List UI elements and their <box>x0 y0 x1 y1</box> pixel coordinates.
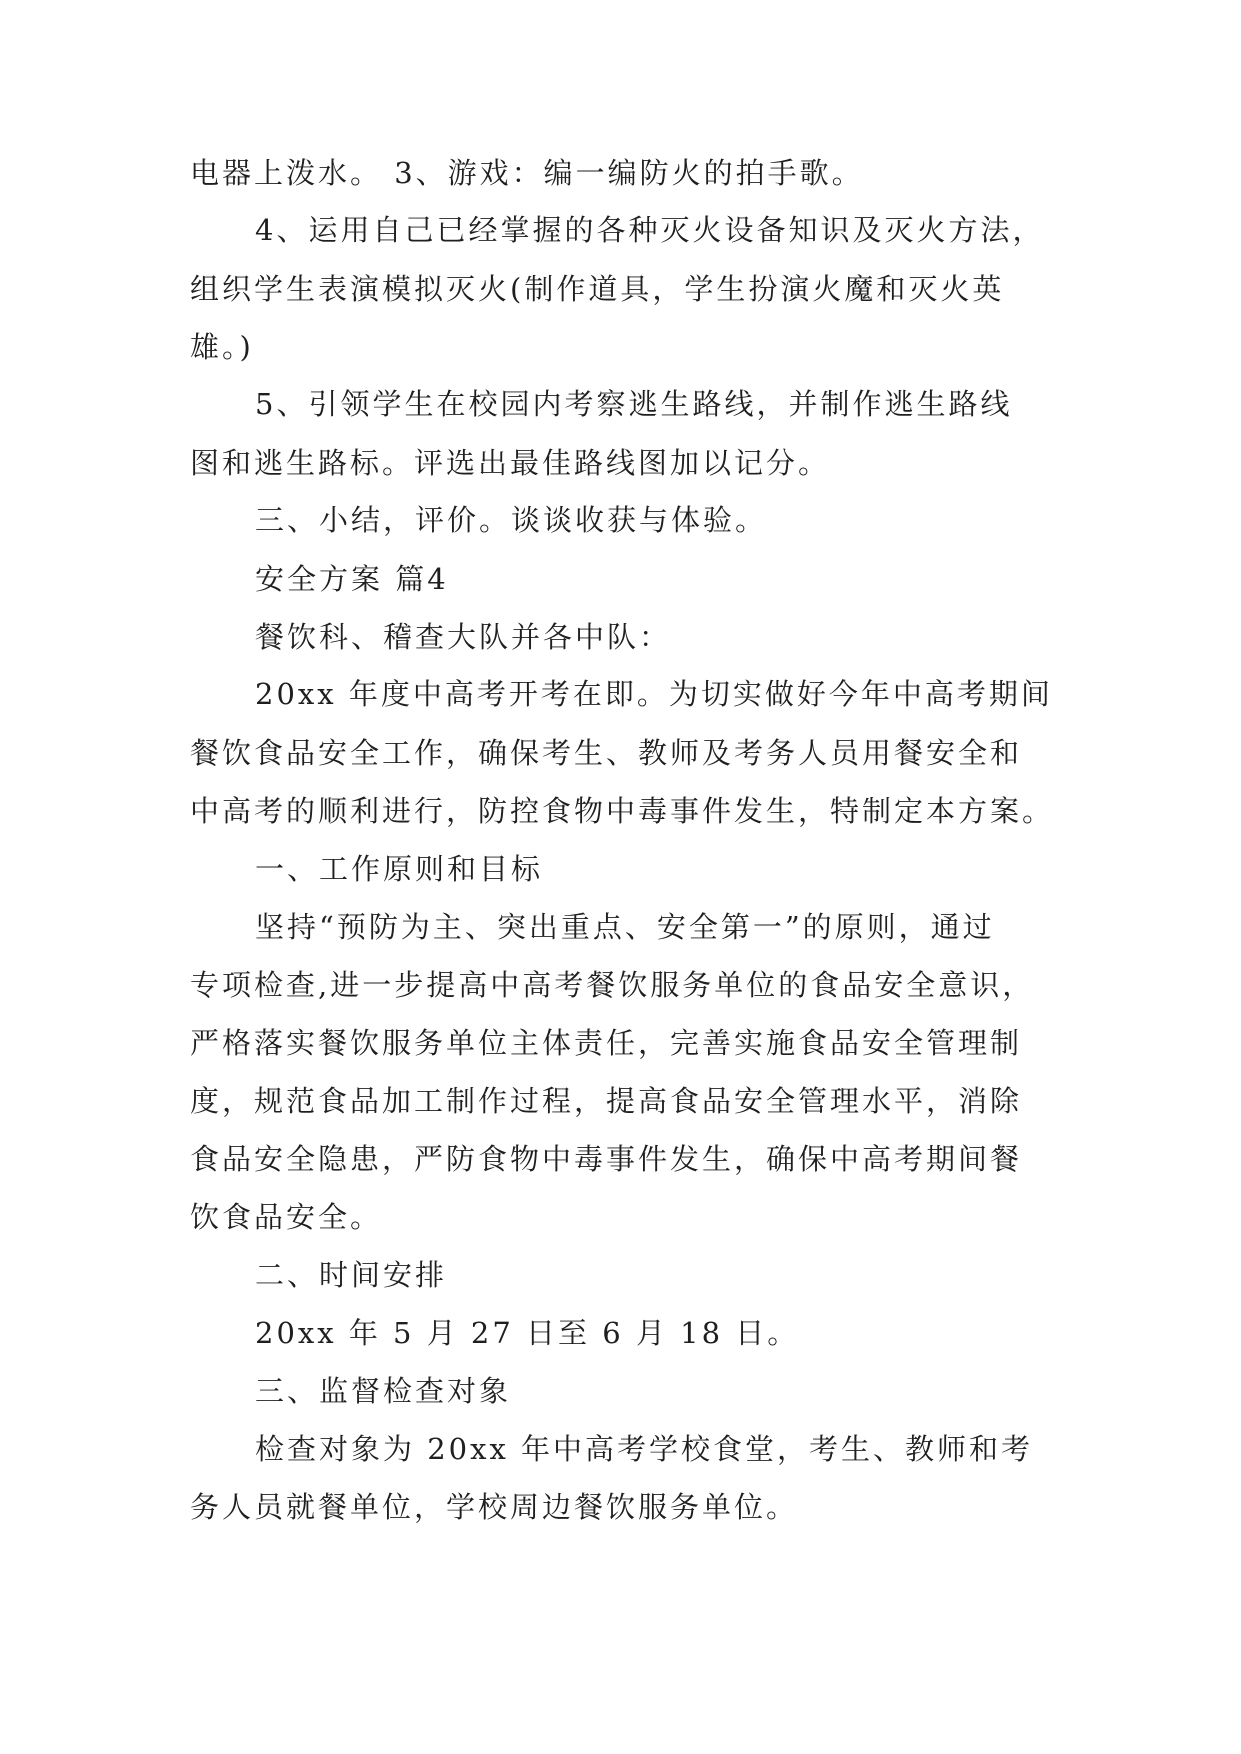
text-line: 4、运用自己已经掌握的各种灭火设备知识及灭火方法， <box>255 213 1045 247</box>
text-line: 20xx 年度中高考开考在即。为切实做好今年中高考期间 <box>255 677 1053 711</box>
section-heading: 三、监督检查对象 <box>255 1374 512 1408</box>
text-line: 图和逃生路标。评选出最佳路线图加以记分。 <box>190 446 831 480</box>
text-line: 食品安全隐患，严防食物中毒事件发生，确保中高考期间餐 <box>190 1142 1023 1176</box>
text-line: 检查对象为 20xx 年中高考学校食堂，考生、教师和考 <box>255 1432 1034 1466</box>
text-line: 组织学生表演模拟灭火(制作道具，学生扮演火魔和灭火英 <box>190 272 1005 306</box>
text-line: 度，规范食品加工制作过程，提高食品安全管理水平，消除 <box>190 1084 1023 1118</box>
text-line: 三、小结，评价。谈谈收获与体验。 <box>255 503 768 537</box>
text-line: 中高考的顺利进行，防控食物中毒事件发生，特制定本方案。 <box>190 794 1055 828</box>
text-line: 雄。) <box>190 330 254 364</box>
text-line: 5、引领学生在校园内考察逃生路线，并制作逃生路线 <box>255 387 1013 421</box>
text-line: 餐饮科、稽查大队并各中队： <box>255 620 672 654</box>
text-line: 坚持“预防为主、突出重点、安全第一”的原则，通过 <box>255 910 995 944</box>
text-line: 专项检查,进一步提高中高考餐饮服务单位的食品安全意识， <box>190 968 1035 1002</box>
text-line: 务人员就餐单位，学校周边餐饮服务单位。 <box>190 1490 799 1524</box>
text-line: 饮食品安全。 <box>190 1200 383 1234</box>
text-line: 餐饮食品安全工作，确保考生、教师及考务人员用餐安全和 <box>190 736 1023 770</box>
text-line: 严格落实餐饮服务单位主体责任，完善实施食品安全管理制 <box>190 1026 1023 1060</box>
text-line: 20xx 年 5 月 27 日至 6 月 18 日。 <box>255 1316 800 1350</box>
text-line: 电器上泼水。 3、游戏：编一编防火的拍手歌。 <box>190 156 864 190</box>
section-heading: 二、时间安排 <box>255 1258 448 1292</box>
section-heading: 安全方案 篇4 <box>255 562 449 596</box>
section-heading: 一、工作原则和目标 <box>255 852 544 886</box>
